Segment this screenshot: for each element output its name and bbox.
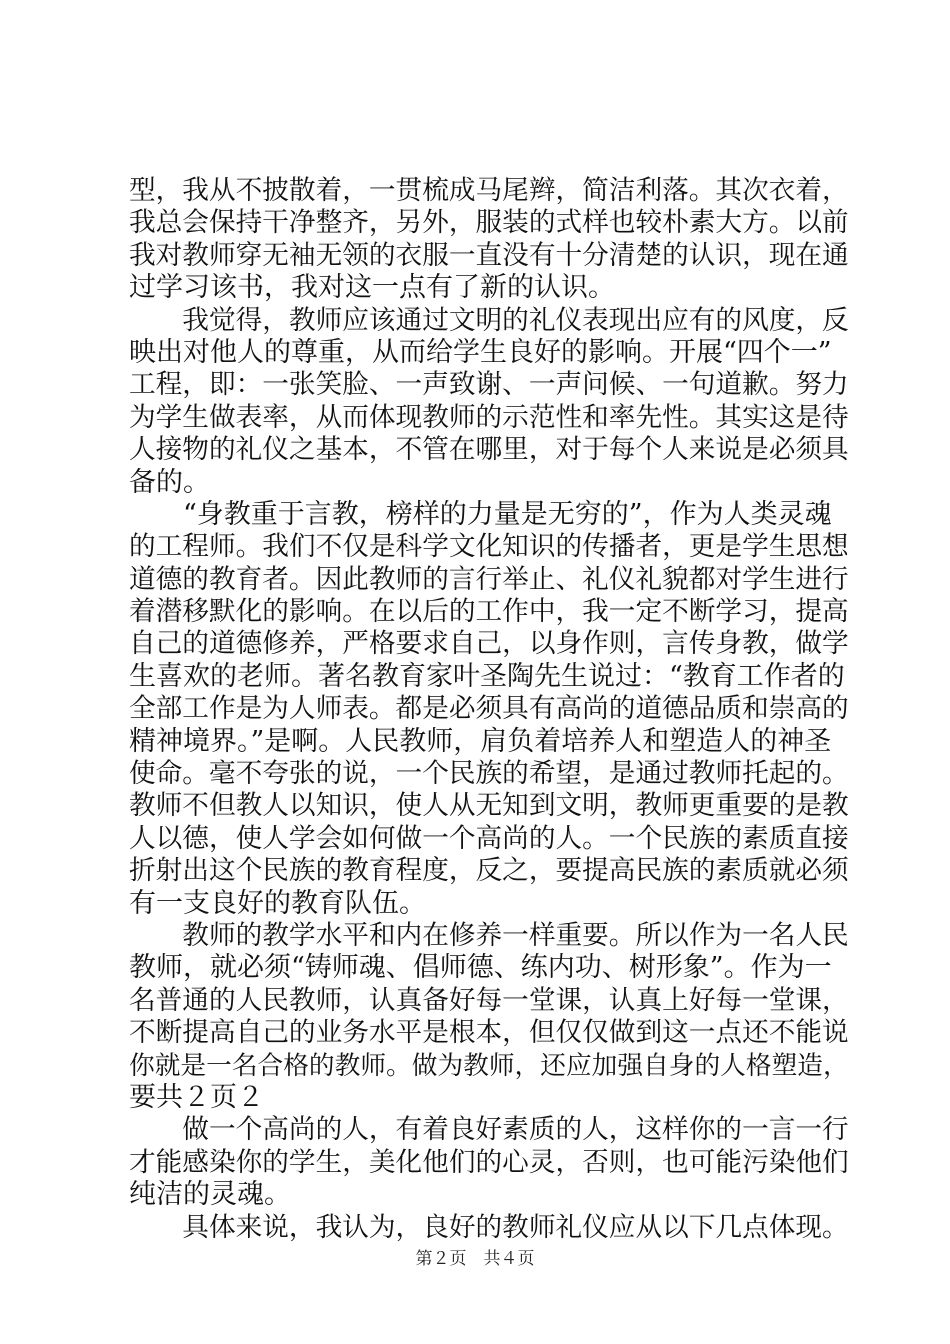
text-line: 做一个高尚的人，有着良好素质的人，这样你的一言一行 — [129, 1114, 849, 1146]
text-line: 教师，就必须“铸师魂、倡师德、练内功、树形象”。作为一 — [129, 952, 832, 984]
text-line: 全部工作是为人师表。都是必须具有高尚的道德品质和崇高的 — [129, 693, 849, 725]
text-line: 自己的道德修养，严格要求自己，以身作则，言传身教，做学 — [129, 628, 849, 660]
text-line: 我总会保持干净整齐，另外，服装的式样也较朴素大方。以前 — [129, 207, 849, 239]
text-line: 使命。毫不夸张的说，一个民族的希望，是通过教师托起的。 — [129, 758, 849, 790]
text-line: 我觉得，教师应该通过文明的礼仪表现出应有的风度，反 — [129, 304, 849, 336]
text-line: 为学生做表率，从而体现教师的示范性和率先性。其实这是待 — [129, 401, 849, 433]
document-body — [129, 175, 849, 1244]
text-line: 映出对他人的尊重，从而给学生良好的影响。开展“四个一” — [129, 336, 832, 368]
text-line: 精神境界。”是啊。人民教师，肩负着培养人和塑造人的神圣 — [129, 725, 832, 757]
page-footer: 第２页 共４页 — [415, 1249, 535, 1269]
text-line: 人以德，使人学会如何做一个高尚的人。一个民族的素质直接 — [129, 822, 849, 854]
text-line: 你就是一名合格的教师。做为教师，还应加强自身的人格塑造， — [129, 1050, 849, 1081]
text-line: 教师的教学水平和内在修养一样重要。所以作为一名人民 — [129, 919, 849, 951]
text-line: 有一支良好的教育队伍。 — [129, 887, 426, 919]
text-line: 的工程师。我们不仅是科学文化知识的传播者，更是学生思想 — [129, 531, 849, 563]
text-line: “身教重于言教，榜样的力量是无穷的”，作为人类灵魂 — [129, 498, 832, 530]
text-line: 具体来说，我认为，良好的教师礼仪应从以下几点体现。 — [129, 1211, 849, 1243]
text-line: 着潜移默化的影响。在以后的工作中，我一定不断学习，提高 — [129, 596, 849, 628]
text-line: 教师不但教人以知识，使人从无知到文明，教师更重要的是教 — [129, 790, 849, 822]
text-line: 道德的教育者。因此教师的言行举止、礼仪礼貌都对学生进行 — [129, 563, 849, 595]
text-line: 要共２页２ — [129, 1081, 264, 1113]
text-line: 才能感染你的学生，美化他们的心灵，否则，也可能污染他们 — [129, 1146, 849, 1178]
text-line: 不断提高自己的业务水平是根本，但仅仅做到这一点还不能说 — [129, 1017, 849, 1049]
text-line: 过学习该书，我对这一点有了新的认识。 — [129, 272, 615, 304]
text-line: 折射出这个民族的教育程度，反之，要提高民族的素质就必须 — [129, 855, 849, 887]
text-line: 生喜欢的老师。著名教育家叶圣陶先生说过：“教育工作者的 — [129, 660, 845, 692]
text-line: 人接物的礼仪之基本，不管在哪里，对于每个人来说是必须具 — [129, 434, 849, 466]
text-line: 备的。 — [129, 466, 210, 498]
text-line: 我对教师穿无袖无领的衣服一直没有十分清楚的认识，现在通 — [129, 239, 849, 271]
text-line: 纯洁的灵魂。 — [129, 1179, 291, 1211]
text-line: 工程，即：一张笑脸、一声致谢、一声问候、一句道歉。努力 — [129, 369, 849, 401]
text-line: 名普通的人民教师，认真备好每一堂课，认真上好每一堂课， — [129, 984, 849, 1016]
text-line: 型，我从不披散着，一贯梳成马尾辫，简洁利落。其次衣着， — [129, 175, 849, 206]
